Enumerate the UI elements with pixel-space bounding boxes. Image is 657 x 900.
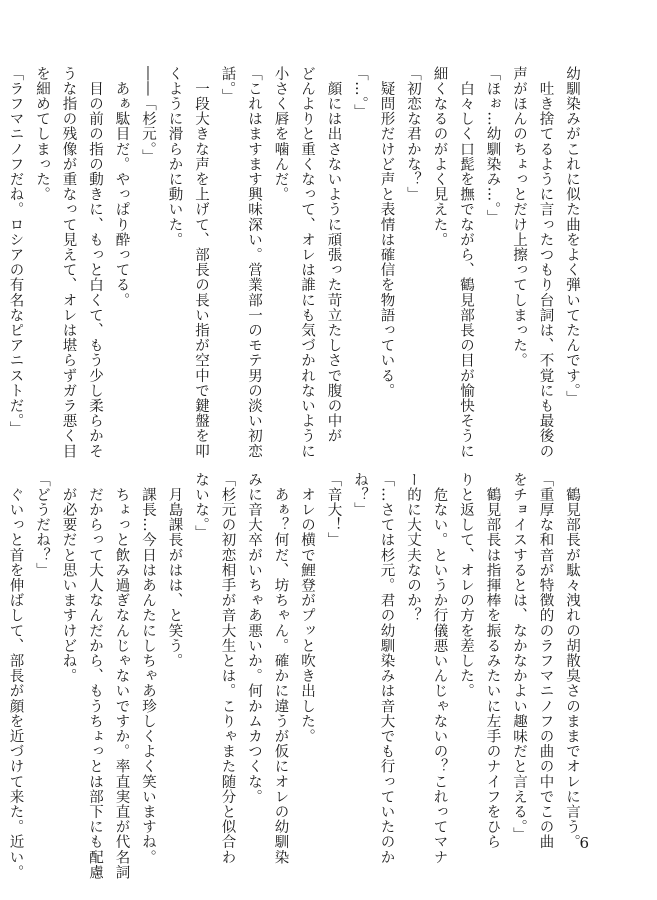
text-line: 疑問形だけど声と表情は確信を物語っている。 [378,66,395,399]
text-line: 「…。」 [352,66,368,120]
text-line: 声がほんのちょっとだけ上擦ってしまった。 [511,66,527,368]
text-line: 小さく唇を噛んだ。 [272,66,289,202]
text-line: 「ラフマニノフだね。ロシアの有名なピアニストだ。」 [7,66,24,437]
page-number: 6 [579,834,589,852]
text-line: ぐいっと首を伸ばして、部長が顔を近づけて来た。近い。 [7,472,24,880]
top-text-block [7,66,585,459]
text-line: 「重厚な和音が特徴的のラフマニノフの曲の中でこの曲 [537,472,554,850]
text-line: 「…さては杉元。君の幼馴染みは音大でも行っていたのか [378,472,395,865]
text-line: を細めてしまった。 [34,66,50,202]
bottom-text-block [7,472,585,880]
text-line: 「音大！」 [325,472,342,548]
text-line: ちょっと飲み過ぎなんじゃないですか。率直実直が代名詞 [113,472,130,880]
text-line: みに音大卒がいちゃあ悪いか。何かムカつくな。 [246,472,262,805]
text-line: だからって大人なんだから、もうちょっとは部下にも配慮 [87,472,103,880]
text-line: 話。」 [219,66,236,105]
text-line: 「杉元の初恋相手が音大生とは。こりゃまた随分と似合わ [219,472,236,865]
text-line: あぁ？何だ、坊ちゃん。確かに違うが仮にオレの幼馴染 [272,472,289,865]
text-line: うな指の残像が重なって見えて、オレは堪らずガラ悪く目 [60,66,77,459]
text-line: 幼馴染みがこれに似た曲をよく弾いてたんです。」 [564,66,580,407]
text-line: 「どうだね？」 [34,472,50,578]
text-line: 顔には出さないように頑張った苛立たしさで腹の中が [325,66,342,444]
text-line: 目の前の指の動きに、もっと白くて、もう少し柔らかそ [87,66,103,459]
text-line: 鶴見部長が駄々洩れの胡散臭さのままでオレに言う。 [564,472,580,850]
text-line: 月島課長がはは、と笑う。 [166,472,183,669]
text-line: あぁ駄目だ。やっぱり酔ってる。 [113,66,130,308]
text-line: 一段大きな声を上げて、部長の長い指が空中で鍵盤を叩 [193,66,209,459]
text-line: が必要だと思いますけどね。 [60,472,77,684]
text-line: 「ほぉ…幼馴染み…。」 [484,66,501,225]
text-line: りと返して、オレの方を差した。 [458,472,474,699]
text-line: ――「杉元。」 [140,66,156,165]
text-line: くように滑らかに動いた。 [166,66,183,248]
text-line: 「これはますます興味深い。営業部一のモテ男の淡い初恋 [246,66,262,459]
text-line: 「初恋な君かな？」 [405,66,421,202]
text-line: をチョイスするとは、なかなかよい趣味だと言える。」 [511,472,527,843]
text-line: 白々しく口髭を撫でながら、鶴見部長の目が愉快そうに [458,66,474,459]
text-line: 鶴見部長は指揮棒を振るみたいに左手のナイフをひら [484,472,501,850]
text-line: オレの横で鯉登がプッと吹き出した。 [299,472,315,744]
text-line: 細くなるのがよく見えた。 [431,66,448,248]
text-line: ね？」 [352,472,368,518]
text-line: 危ない。というか行儀悪いんじゃないの？これってマナ [431,472,448,865]
text-line: 課長…今日はあんたにしちゃあ珍しくよく笑いますね。 [140,472,156,865]
text-line: どんよりと重くなって、オレは誰にも気づかれないように [299,66,315,459]
text-line: 吐き捨てるように言ったつもり台詞は、不覚にも最後の [537,66,554,459]
text-line: ないな。」 [193,472,209,541]
text-line: ー的に大丈夫なのか？ [405,472,421,623]
